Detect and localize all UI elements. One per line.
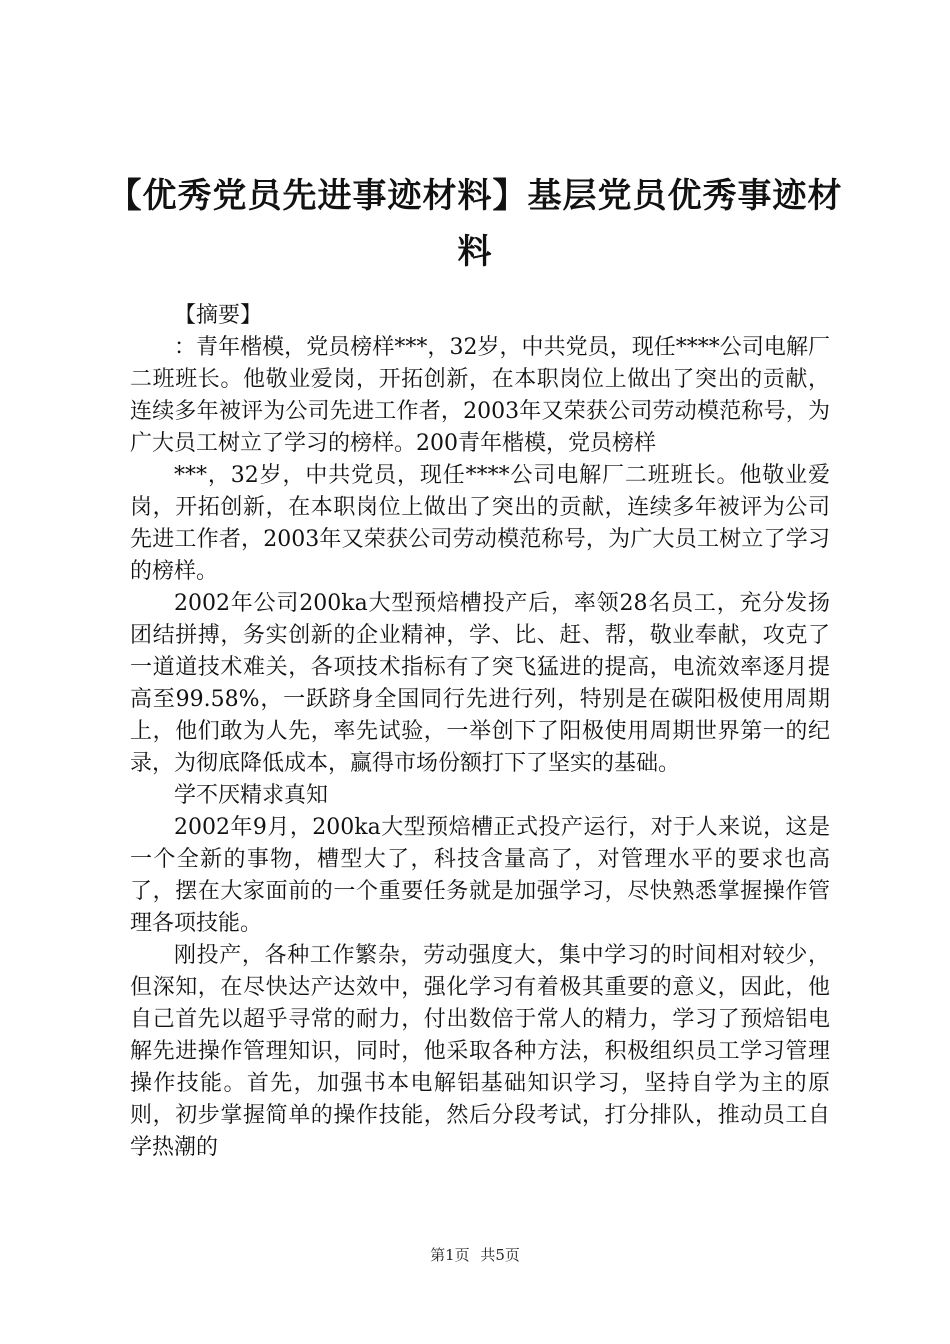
document-body (130, 300, 830, 1164)
body-paragraph: 2002年公司200ka大型预焙槽投产后，率领28名员工，充分发扬团结拼搏，务实创新的企业精神，学、比、赶、帮，敬业奉献，攻克了一道道技术难关，各项技术指标有了突飞猛进的提高，电流效率逐月提高至99.58%，一跃跻身全国同行先进行列，特别是在碳阳极使用周期上，他们敢为人先，率先试验，一举创下了阳极使用周期世界第一的纪录，为彻底降低成本，赢得市场份额打下了坚实的基础。 (130, 591, 830, 776)
section-heading: 学不厌精求真知 (174, 783, 329, 808)
body-paragraph: 刚投产，各种工作繁杂，劳动强度大，集中学习的时间相对较少，但深知，在尽快达产达效中，强化学习有着极其重要的意义，因此，他自己首先以超乎寻常的耐力，付出数倍于常人的精力，学习了预焙铝电解先进操作管理知识，同时，他采取各种方法，积极组织员工学习管理操作技能。首先，加强书本电解铝基础知识学习，坚持自学为主的原则，初步掌握简单的操作技能，然后分段考试，打分排队，推动员工自学热潮的 (130, 943, 830, 1160)
body-paragraph: 2002年9月，200ka大型预焙槽正式投产运行，对于人来说，这是一个全新的事物，槽型大了，科技含量高了，对管理水平的要求也高了，摆在大家面前的一个重要任务就是加强学习，尽快熟悉掌握操作管理各项技能。 (130, 815, 830, 936)
page-footer (0, 1245, 950, 1265)
document-title: 【优秀党员先进事迹材料】基层党员优秀事迹材料 (107, 176, 843, 272)
abstract-heading: 【摘要】 (174, 303, 263, 328)
page-number: 第1页 (430, 1246, 470, 1264)
abstract-paragraph: ：青年楷模，党员榜样***，32岁，中共党员，现任****公司电解厂二班班长。他敬业爱岗，开拓创新，在本职岗位上做出了突出的贡献，连续多年被评为公司先进工作者，2003年又荣获公司劳动模范称号，为广大员工树立了学习的榜样。200青年楷模，党员榜样 (130, 335, 830, 456)
body-paragraph: ***，32岁，中共党员，现任****公司电解厂二班班长。他敬业爱岗，开拓创新，在本职岗位上做出了突出的贡献，连续多年被评为公司先进工作者，2003年又荣获公司劳动模范称号，为广大员工树立了学习的榜样。 (130, 463, 830, 584)
page-total: 共5页 (480, 1246, 520, 1264)
